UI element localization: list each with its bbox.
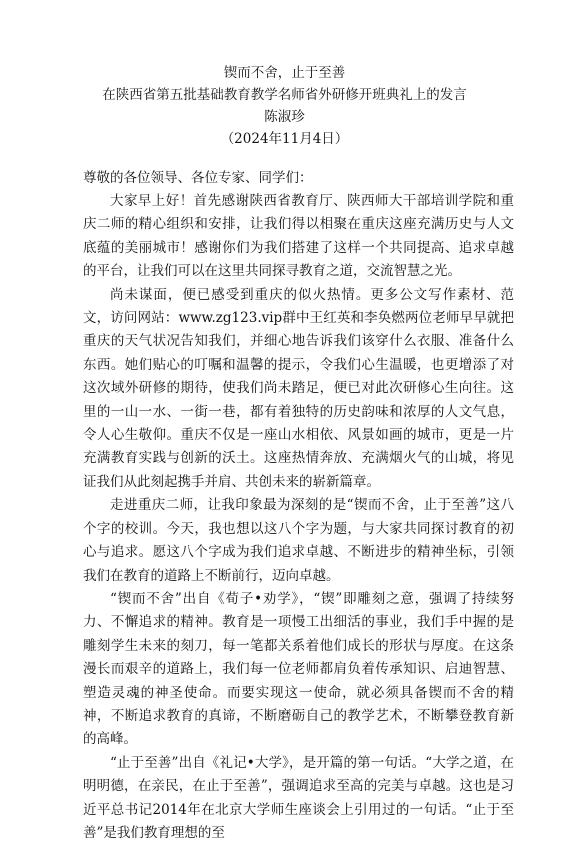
doc-date: （2024年11月4日） bbox=[220, 131, 349, 147]
paragraph-1: 大家早上好！首先感谢陕西省教育厅、陕西师大干部培训学院和重庆二师的精心组织和安排，让我们得以相聚在重庆这座充满历史与人文底蕴的美丽城市！感谢你们为我们搭建了这样一个共同提高、追求卓越的平台，让我们可以在这里共同探寻教育之道，交流智慧之光。 bbox=[83, 193, 514, 280]
doc-title: 锲而不舍，止于至善 bbox=[223, 65, 346, 81]
doc-subtitle: 在陕西省第五批基础教育教学名师省外研修开班典礼上的发言 bbox=[102, 87, 467, 103]
paragraph-4: “锲而不舍”出自《荀子•劝学》，“锲”即雕刻之意，强调了持续努力、不懈追求的精神。教育是一项慢工出细活的事业，我们手中握的是雕刻学生未来的刻刀，每一笔都关系着他们成长的形状与厚度。在这条漫长而艰辛的道路上，我们每一位老师都肩负着传承知识、启迪智慧、塑造灵魂的神圣使命。而要实现这一使命，就必须具备锲而不舍的精神，不断追求教育的真谛，不断磨砺自己的教学艺术，不断攀登教育新的高峰。 bbox=[83, 590, 514, 748]
title-block bbox=[55, 62, 514, 150]
salutation: 尊敬的各位领导、各位专家、同学们： bbox=[83, 170, 313, 186]
paragraph-3: 走进重庆二师，让我印象最为深刻的是“锲而不舍，止于至善”这八个字的校训。今天，我也想以这八个字为题，与大家共同探讨教育的初心与追求。愿这八个字成为我们追求卓越、不断进步的精神坐标，引领我们在教育的道路上不断前行，迈向卓越。 bbox=[83, 497, 514, 584]
paragraph-2: 尚未谋面，便已感受到重庆的似火热情。更多公文写作素材、范文，访问网站：www.zg123.vip群中王红英和李奂燃两位老师早早就把重庆的天气状况告知我们，并细心地告诉我们该穿什么衣服、准备什么东西。她们贴心的叮嘱和温馨的提示，令我们心生温暖，也更增添了对这次域外研修的期待，使我们尚未踏足，便已对此次研修心生向往。这里的一山一水、一街一巷，都有着独特的历史韵味和浓厚的人文气息，令人心生敬仰。重庆不仅是一座山水相依、风景如画的城市，更是一片充满教育实践与创新的沃土。这座热情奔放、充满烟火气的山城，将见证我们从此刻起携手并肩、共创未来的崭新篇章。 bbox=[83, 286, 514, 490]
doc-author: 陈淑珍 bbox=[264, 109, 305, 125]
paragraph-5: “止于至善”出自《礼记•大学》，是开篇的第一句话。“大学之道，在明明德，在亲民，在止于至善”，强调追求至高的完美与卓越。这也是习近平总书记2014年在北京大学师生座谈会上引用过的一句话。“止于至善”是我们教育理想的至 bbox=[83, 754, 514, 841]
